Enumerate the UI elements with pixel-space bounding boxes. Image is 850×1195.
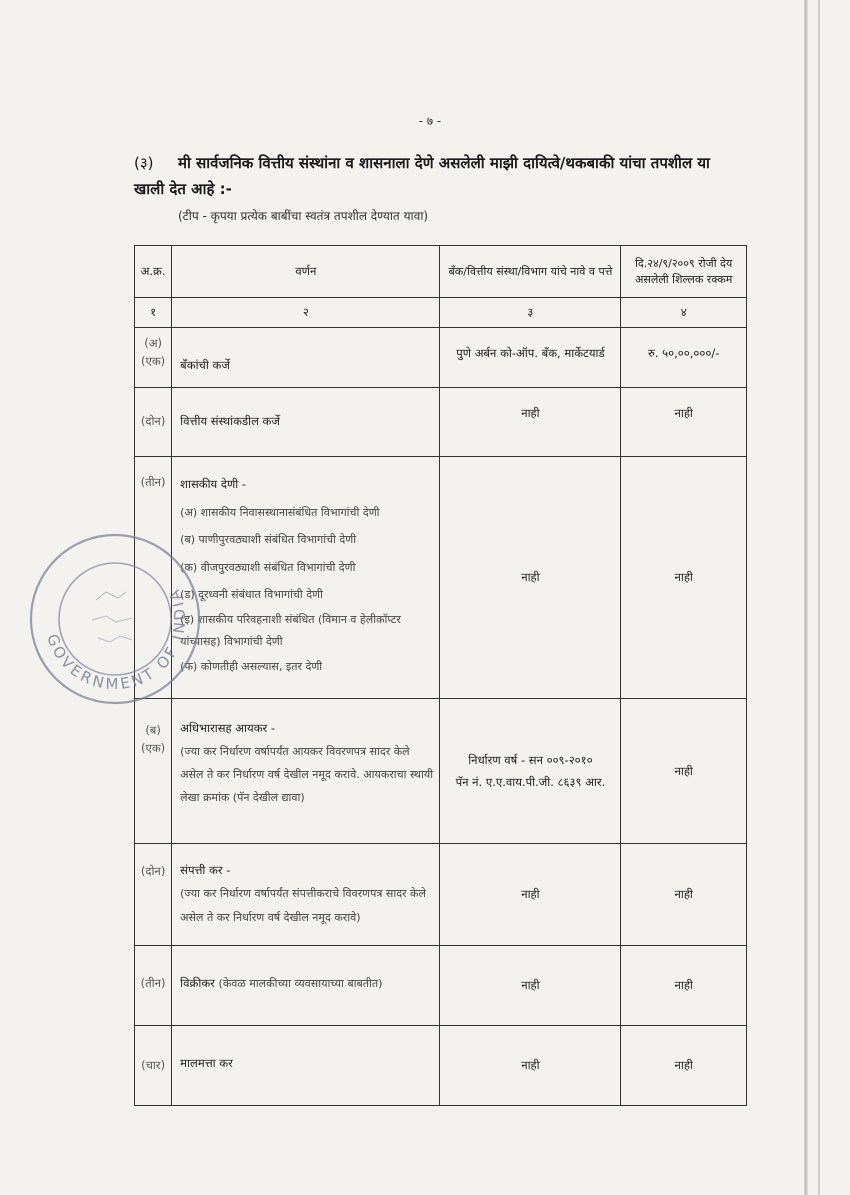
assessment-year: निर्धारण वर्ष - सन ००९-२०१० [468, 753, 593, 767]
govt-due-item-d: (ड) दूरध्वनी संबंधात विभागांची देणी [180, 588, 323, 601]
col-number-2: २ [172, 298, 440, 328]
page-number: - ७ - [418, 114, 442, 128]
col-number-4: ४ [621, 298, 747, 328]
row-sr: (तीन) [135, 457, 172, 699]
header-description: वर्णन [172, 246, 440, 298]
row-description [172, 844, 440, 946]
row-sr: (तीन) [135, 946, 172, 1026]
row-sr: (दोन) [135, 388, 172, 457]
table-row [135, 844, 747, 946]
row-bank [440, 699, 621, 844]
header-bank: बँक/वित्तीय संस्था/विभाग यांचे नावे व पत्ते [440, 246, 621, 298]
row-bank: नाही [440, 844, 621, 946]
row-bank: नाही [440, 388, 621, 457]
header-sr: अ.क्र. [135, 246, 172, 298]
col-number-3: ३ [440, 298, 621, 328]
row-description [172, 457, 440, 699]
table-row [135, 457, 747, 699]
row-amount: रु. ५०,००,०००/- [621, 328, 747, 388]
govt-due-item-b: (ब) पाणीपुरवठ्याशी संबंधित विभागांची देणी [180, 533, 357, 546]
row-bank: पुणे अर्बन को-ऑप. बँक, मार्केटयार्ड [440, 328, 621, 388]
header-amount: दि.२४/९/२००९ रोजी देय असलेली शिल्लक रक्कम [621, 246, 747, 298]
row-bank: नाही [440, 457, 621, 699]
row-description [172, 699, 440, 844]
row-bank: नाही [440, 1026, 621, 1106]
row-title: शासकीय देणी - [180, 477, 247, 491]
row-title: संपत्ती कर - [180, 863, 231, 877]
liabilities-table [134, 245, 747, 1106]
row-sr: (ब) (एक) [135, 699, 172, 844]
page-edge-line [818, 0, 820, 1195]
row-title: वित्तीय संस्थांकडील कर्जे [180, 414, 280, 428]
seal-ring-text: GOVERNMENT OF INDIA [43, 584, 190, 694]
row-amount: नाही [621, 946, 747, 1026]
table-header-row [135, 246, 747, 298]
table-row [135, 1026, 747, 1106]
row-amount: नाही [621, 457, 747, 699]
row-amount: नाही [621, 388, 747, 457]
section-note: (टीप - कृपया प्रत्येक बाबींचा स्वतंत्र तपशील देण्यात यावा) [178, 209, 429, 223]
row-title: बँकांची कर्जे [180, 358, 230, 372]
section-heading-text: मी सार्वजनिक वित्तीय संस्थांना व शासनाला देणे असलेली माझी दायित्वे/थकबाकी यांचा तपशील या खाली देत आहे :- [134, 154, 710, 198]
row-title-sub: (केवळ मालकीच्या व्यवसायाच्या बाबतीत) [218, 977, 383, 990]
row-description [172, 1026, 440, 1106]
row-sr: (चार) [135, 1026, 172, 1106]
row-title: मालमत्ता कर [180, 1056, 233, 1070]
row-amount: नाही [621, 1026, 747, 1106]
row-description [172, 946, 440, 1026]
column-number-row [135, 298, 747, 328]
row-title: अधिभारासह आयकर - [180, 721, 276, 735]
row-bank: नाही [440, 946, 621, 1026]
row-title: विक्रीकर [180, 976, 215, 990]
row-sr: (दोन) [135, 844, 172, 946]
govt-due-item-f: (फ) कोणतीही असल्यास, इतर देणी [180, 659, 323, 673]
row-description [172, 388, 440, 457]
row-subtext: (ज्या कर निर्धारण वर्षापर्यंत आयकर विवरणपत्र सादर केले असेल ते कर निर्धारण वर्ष देखील नमूद करावे. आयकराचा स्थायी लेखा क्रमांक (पॅन देखील द्यावा) [180, 745, 434, 804]
govt-due-item-c: (क) वीजपुरवठ्याशी संबंधित विभागांची देणी [180, 560, 356, 574]
table-row [135, 946, 747, 1026]
row-amount: नाही [621, 844, 747, 946]
pan-number: पॅन नं. ए.ए.वाय.पी.जी. ८६३९ आर. [455, 775, 606, 789]
table-row [135, 388, 747, 457]
row-description [172, 328, 440, 388]
table-row [135, 328, 747, 388]
govt-due-item-e: (इ) शासकीय परिवहनाशी संबंधित (विमान व हेलीकॉप्टर यांच्यासह) विभागांची देणी [180, 612, 401, 648]
row-subtext: (ज्या कर निर्धारण वर्षापर्यंत संपत्तीकराचे विवरणपत्र सादर केले असेल ते कर निर्धारण वर्ष देखील नमूद करावे) [180, 887, 426, 924]
row-amount: नाही [621, 699, 747, 844]
section-number: (३) [134, 154, 154, 172]
table-row [135, 699, 747, 844]
section-heading [134, 150, 734, 202]
col-number-1: १ [135, 298, 172, 328]
row-sr: (अ) (एक) [135, 328, 172, 388]
govt-due-item-a: (अ) शासकीय निवासस्थानासंबंधित विभागांची देणी [180, 505, 380, 519]
page-edge-shadow [804, 0, 808, 1195]
